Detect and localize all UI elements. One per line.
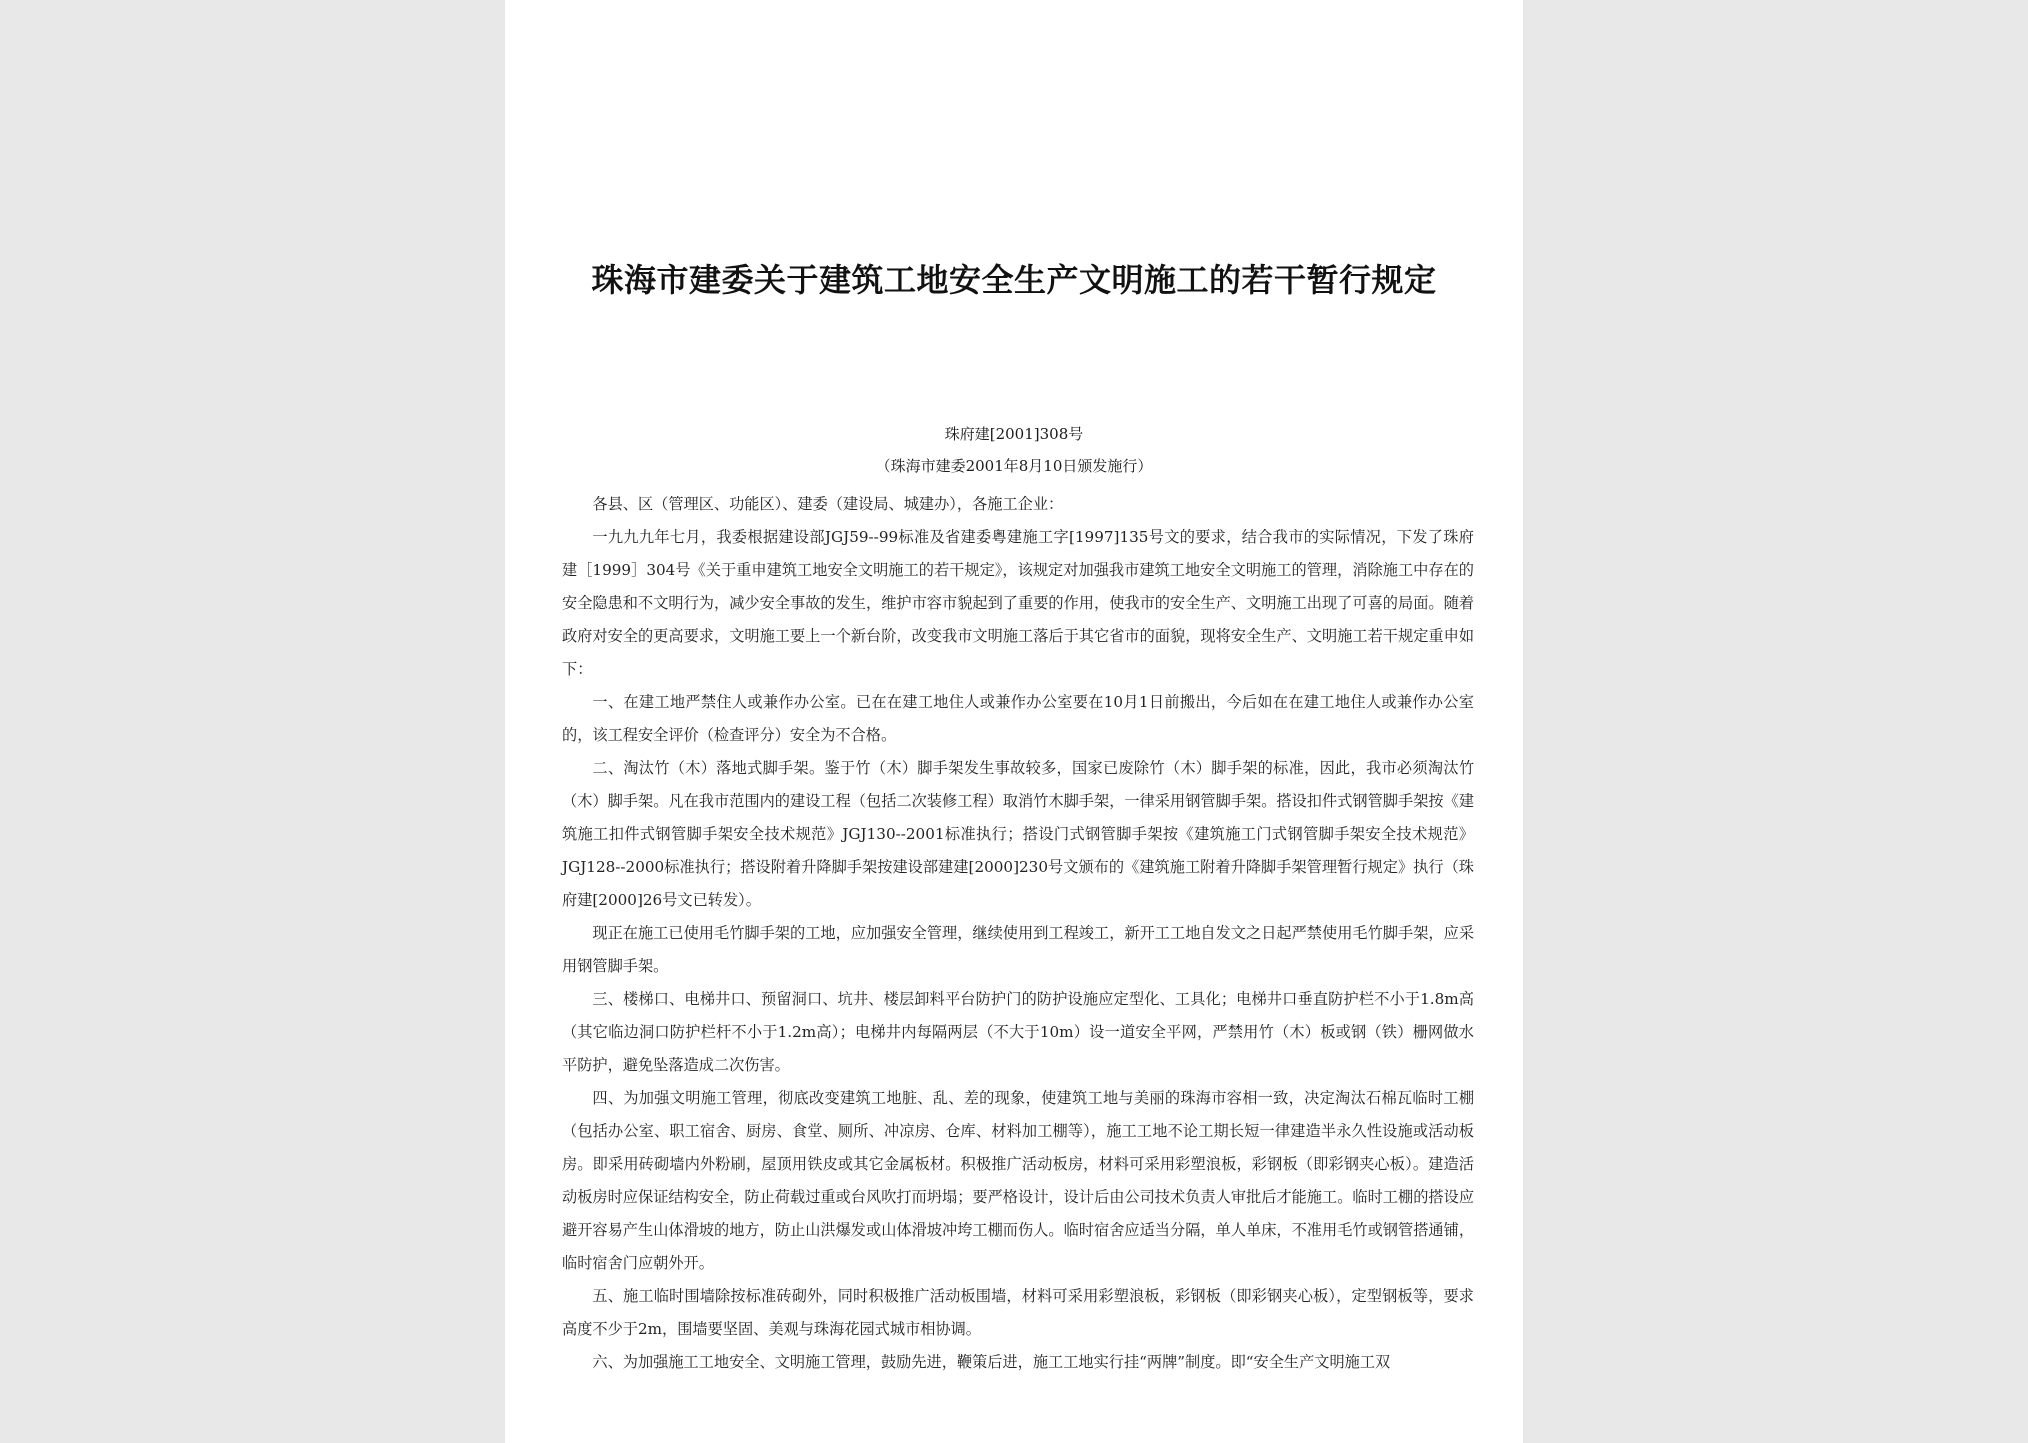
paragraph-item-5: 五、施工临时围墙除按标准砖砌外，同时积极推广活动板围墙，材料可采用彩塑浪板，彩钢板（即彩钢夹心板），定型钢板等，要求高度不少于2m，围墙要坚固、美观与珠海花园式城市相协调。 [562,1287,1474,1338]
paragraph-item-6: 六、为加强施工工地安全、文明施工管理，鼓励先进，鞭策后进，施工工地实行挂“两牌”制度。即“安全生产文明施工双 [592,1353,1391,1371]
document-page [505,0,1523,1443]
paragraph-intro: 一九九九年七月，我委根据建设部JGJ59--99标准及省建委粤建施工字[1997]135号文的要求，结合我市的实际情况，下发了珠府建［1999］304号《关于重申建筑工地安全文明施工的若干规定》，该规定对加强我市建筑工地安全文明施工的管理，消除施工中存在的安全隐患和不文明行为，减少安全事故的发生，维护市容市貌起到了重要的作用，使我市的安全生产、文明施工出现了可喜的局面。随着政府对安全的更高要求，文明施工要上一个新台阶，改变我市文明施工落后于其它省市的面貌，现将安全生产、文明施工若干规定重申如下： [562,528,1474,678]
paragraph-addressee: 各县、区（管理区、功能区）、建委（建设局、城建办），各施工企业： [592,495,1064,513]
document-number: 珠府建[2001]308号 [944,425,1084,443]
paragraph-item-2-note: 现正在施工已使用毛竹脚手架的工地，应加强安全管理，继续使用到工程竣工，新开工工地自发文之日起严禁使用毛竹脚手架，应采用钢管脚手架。 [562,924,1474,975]
paragraph-item-1: 一、在建工地严禁住人或兼作办公室。已在在建工地住人或兼作办公室要在10月1日前搬出，今后如在在建工地住人或兼作办公室的，该工程安全评价（检查评分）安全为不合格。 [562,693,1474,744]
document-body [562,488,1474,1379]
paragraph-item-4: 四、为加强文明施工管理，彻底改变建筑工地脏、乱、差的现象，使建筑工地与美丽的珠海市容相一致，决定淘汰石棉瓦临时工棚（包括办公室、职工宿舍、厨房、食堂、厕所、冲凉房、仓库、材料加工棚等），施工工地不论工期长短一律建造半永久性设施或活动板房。即采用砖砌墙内外粉刷，屋顶用铁皮或其它金属板材。积极推广活动板房，材料可采用彩塑浪板，彩钢板（即彩钢夹心板）。建造活动板房时应保证结构安全，防止荷载过重或台风吹打而坍塌；要严格设计，设计后由公司技术负责人审批后才能施工。临时工棚的搭设应避开容易产生山体滑坡的地方，防止山洪爆发或山体滑坡冲垮工棚而伤人。临时宿舍应适当分隔，单人单床，不准用毛竹或钢管搭通铺，临时宿舍门应朝外开。 [562,1089,1474,1272]
paragraph-item-3: 三、楼梯口、电梯井口、预留洞口、坑井、楼层卸料平台防护门的防护设施应定型化、工具化；电梯井口垂直防护栏不小于1.8m高（其它临边洞口防护栏杆不小于1.2m高）；电梯井内每隔两层（不大于10m）设一道安全平网，严禁用竹（木）板或钢（铁）栅网做水平防护，避免坠落造成二次伤害。 [562,990,1474,1074]
document-title: 珠海市建委关于建筑工地安全生产文明施工的若干暂行规定 [591,261,1437,299]
paragraph-item-2: 二、淘汰竹（木）落地式脚手架。鉴于竹（木）脚手架发生事故较多，国家已废除竹（木）脚手架的标准，因此，我市必须淘汰竹（木）脚手架。凡在我市范围内的建设工程（包括二次装修工程）取消竹木脚手架，一律采用钢管脚手架。搭设扣件式钢管脚手架按《建筑施工扣件式钢管脚手架安全技术规范》JGJ130--2001标准执行；搭设门式钢管脚手架按《建筑施工门式钢管脚手架安全技术规范》JGJ128--2000标准执行；搭设附着升降脚手架按建设部建建[2000]230号文颁布的《建筑施工附着升降脚手架管理暂行规定》执行（珠府建[2000]26号文已转发）。 [562,759,1474,909]
issue-note: （珠海市建委2001年8月10日颁发施行） [875,457,1153,475]
